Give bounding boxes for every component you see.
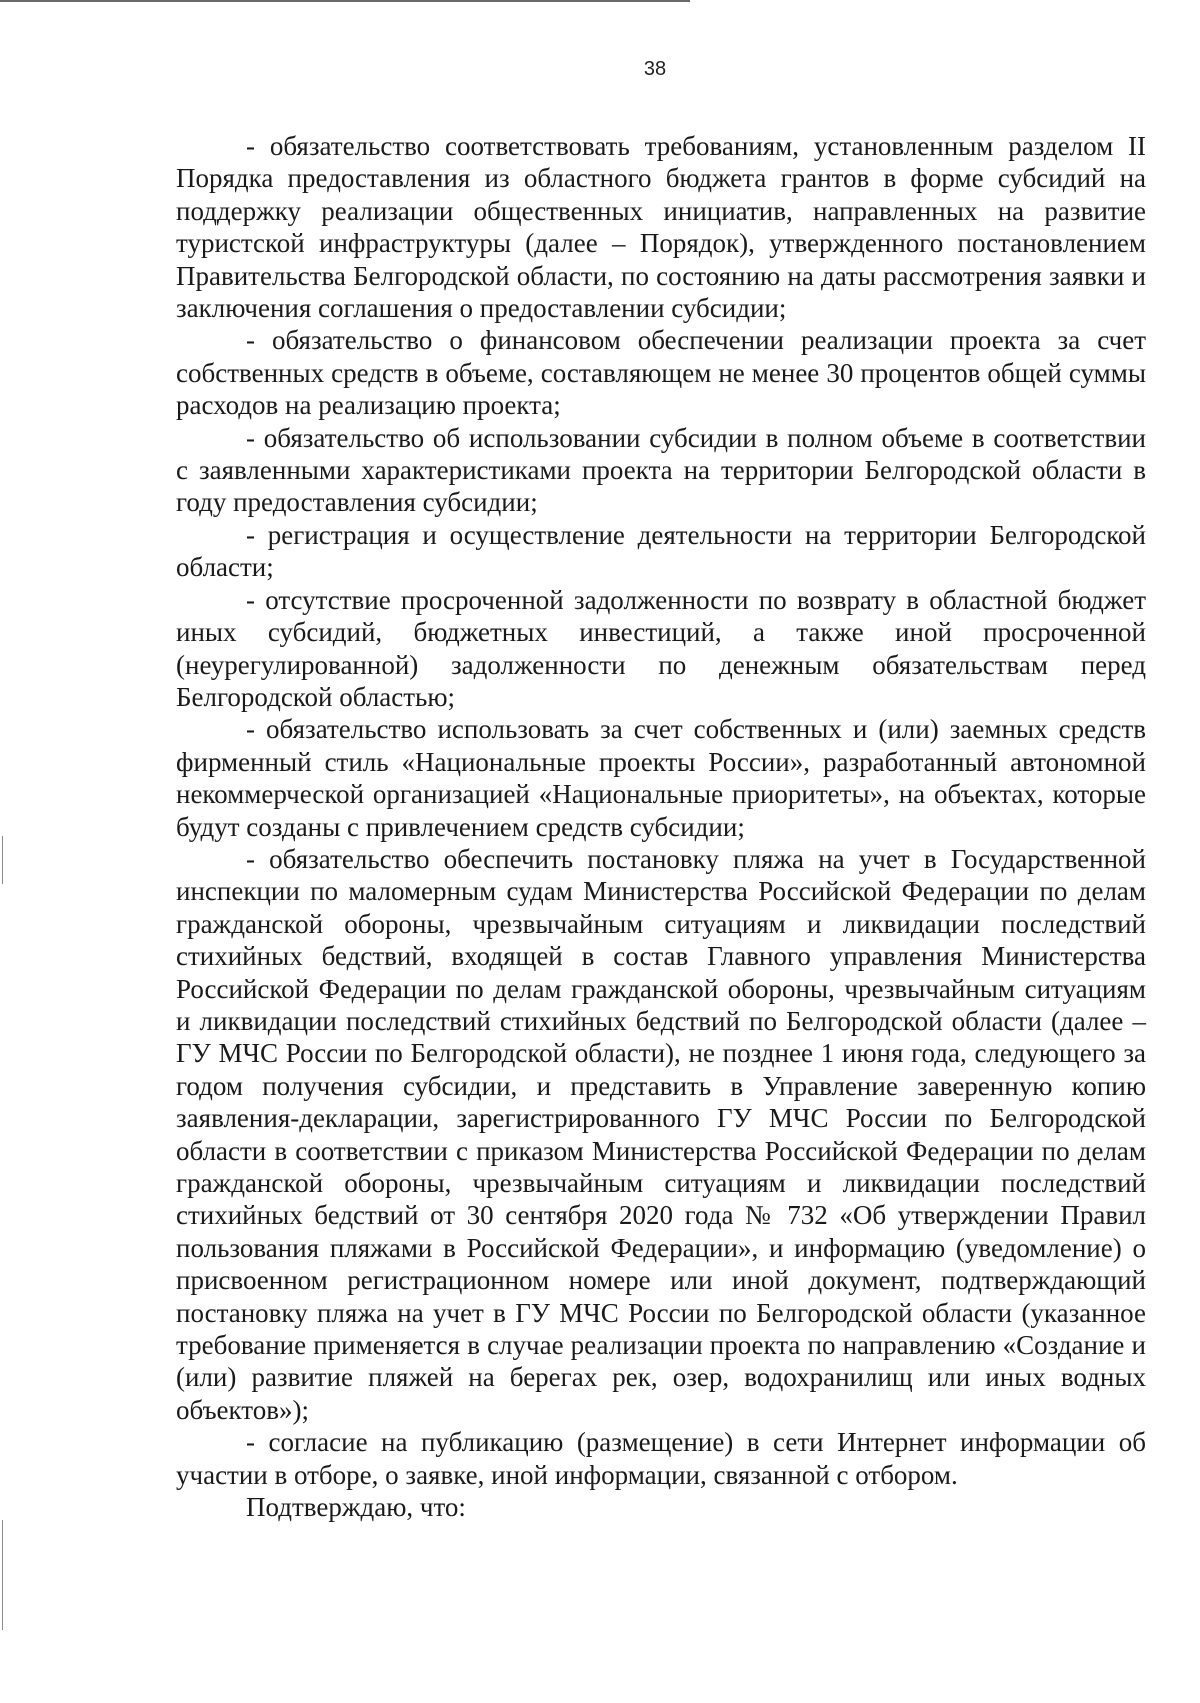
paragraph: - регистрация и осуществление деятельности на территории Белгородской области;: [176, 519, 1146, 583]
paragraph: - отсутствие просроченной задолженности по возврату в областной бюджет иных субсидий, бюджетных инвестиций, а также иной просроченной (неурегулированной) задолженности по денежным обязательствам перед Белгородской областью;: [176, 584, 1146, 712]
paragraph: - обязательство обеспечить постановку пляжа на учет в Государственной инспекции по маломерным судам Министерства Российской Федерации по делам гражданской обороны, чрезвычайным ситуациям и ликвидации последствий стихийных бедствий, входящей в состав Главного управления Министерства Российской Федерации по делам гражданской обороны, чрезвычайным ситуациям и ликвидации последствий стихийных бедствий по Белгородской области (далее – ГУ МЧС России по Белгородской области), не позднее 1 июня года, следующего за годом получения субсидии, и представить в Управление заверенную копию заявления-декларации, зарегистрированного ГУ МЧС России по Белгородской области в соответствии с приказом Министерства Российской Федерации по делам гражданской обороны, чрезвычайным ситуациям и ликвидации последствий стихийных бедствий от 30 сентября 2020 года № 732 «Об утверждении Правил пользования пляжами в Российской Федерации», и информацию (уведомление) о присвоенном регистрационном номере или иной документ, подтверждающий постановку пляжа на учет в ГУ МЧС России по Белгородской области (указанное требование применяется в случае реализации проекта по направлению «Создание и (или) развитие пляжей на берегах рек, озер, водохранилищ или иных водных объектов»);: [176, 843, 1146, 1425]
paragraph: - согласие на публикацию (размещение) в сети Интернет информации об участии в отборе, о заявке, иной информации, связанной с отбором.: [176, 1427, 1146, 1490]
paragraph: Подтверждаю, что:: [246, 1492, 466, 1523]
document-body: [176, 130, 1146, 1523]
paragraph: - обязательство использовать за счет собственных и (или) заемных средств фирменный стиль «Национальные проекты России», разработанный автономной некоммерческой организацией «Национальные приоритеты», на объектах, которые будут созданы с привлечением средств субсидии;: [176, 714, 1146, 842]
scan-edge-mark: [2, 836, 3, 884]
scan-edge-mark: [2, 1520, 3, 1630]
paragraph: - обязательство об использовании субсидии в полном объеме в соответствии с заявленными характеристиками проекта на территории Белгородской области в году предоставления субсидии;: [176, 422, 1146, 518]
paragraph: - обязательство о финансовом обеспечении реализации проекта за счет собственных средств в объеме, составляющем не менее 30 процентов общей суммы расходов на реализацию проекта;: [176, 325, 1146, 421]
scan-edge-line: [0, 0, 690, 2]
paragraph: - обязательство соответствовать требованиям, установленным разделом II Порядка предоставления из областного бюджета грантов в форме субсидий на поддержку реализации общественных инициатив, направленных на развитие туристской инфраструктуры (далее – Порядок), утвержденного постановлением Правительства Белгородской области, по состоянию на даты рассмотрения заявки и заключения соглашения о предоставлении субсидии;: [176, 131, 1146, 324]
page-number: 38: [643, 58, 667, 80]
